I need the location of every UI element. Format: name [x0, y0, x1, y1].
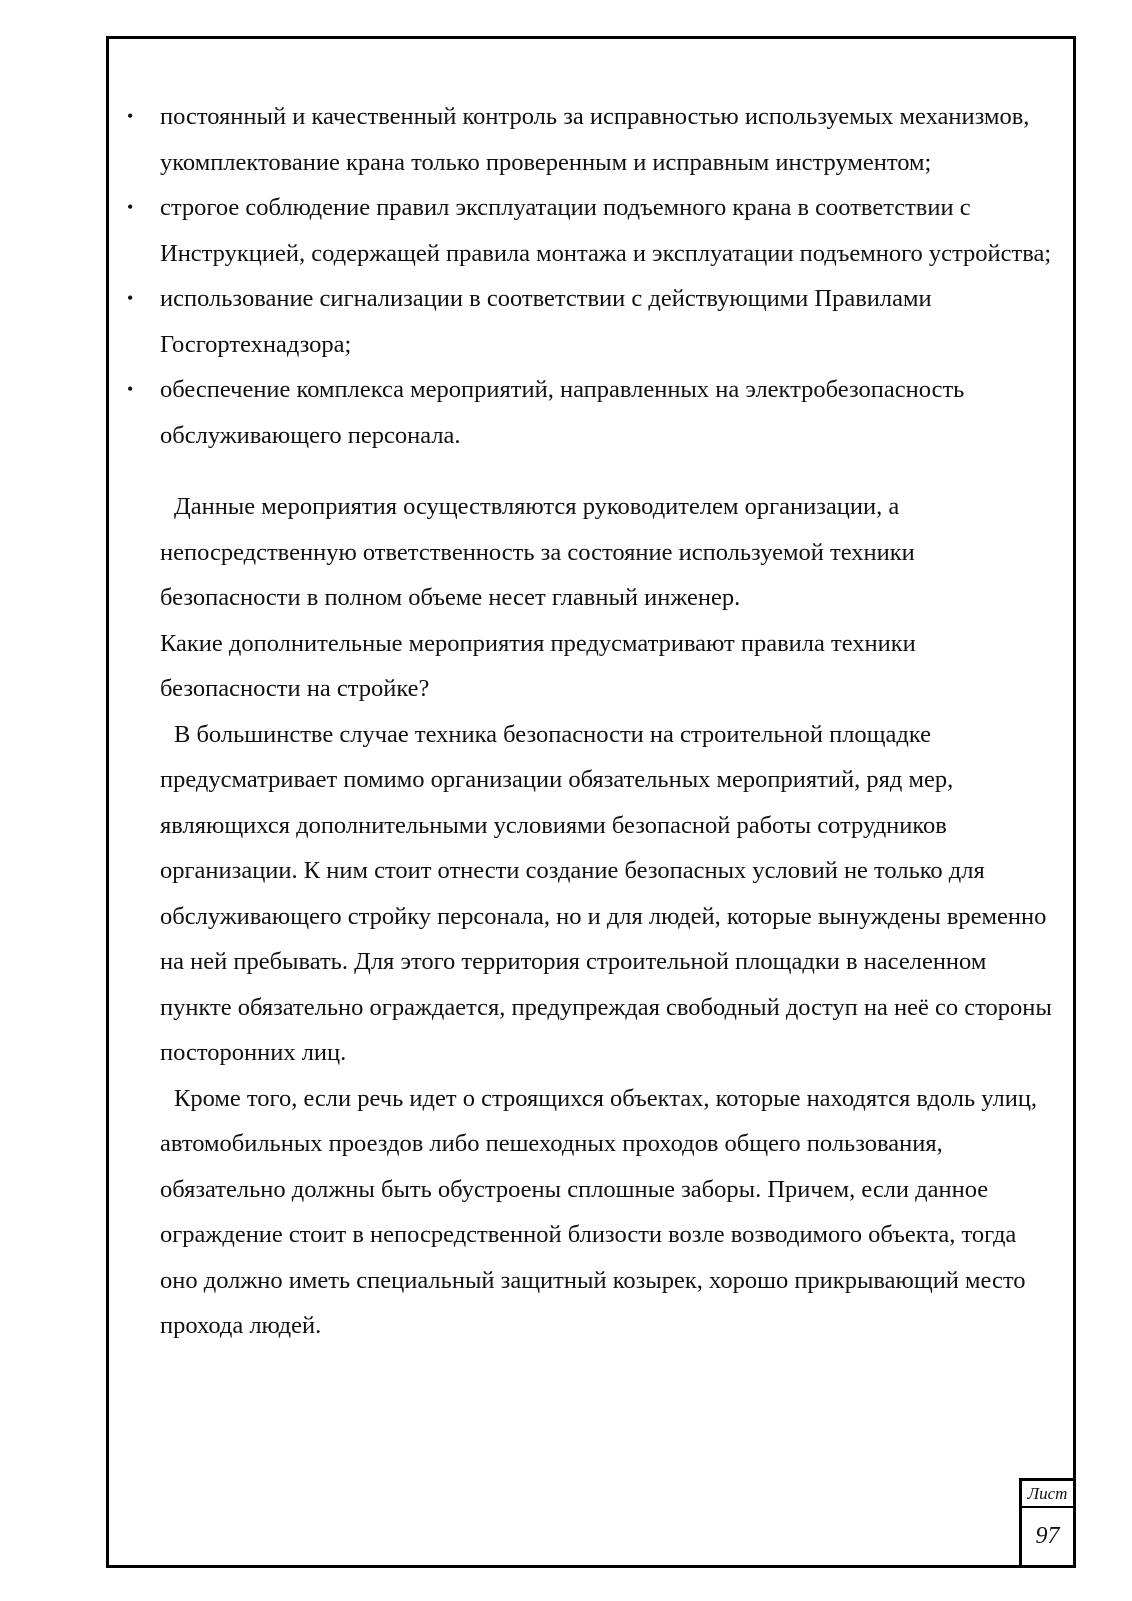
bullet-text: строгое соблюдение правил эксплуатации подъемного крана в соответствии с Инструкцией, содержащей правила монтажа и эксплуатации подъемного устройства; [160, 194, 1052, 267]
paragraph-question: Какие дополнительные мероприятия предусматривают правила техники безопасности на стройке? [160, 629, 916, 702]
sheet-label: Лист [1022, 1481, 1073, 1508]
paragraph-fences: Кроме того, если речь идет о строящихся объектах, которые находятся вдоль улиц, автомобильных проездов либо пешеходных проходов общего пользования, обязательно должны быть обустроены сплошные заборы. Причем, если данное ограждение стоит в непосредственной близости возле возводимого объекта, тогда оно должно иметь специальный защитный козырек, хорошо прикрывающий место прохода людей. [160, 1084, 1038, 1339]
list-item [127, 94, 1060, 185]
paragraph-additional-measures: В большинстве случае техника безопасности на строительной площадке предусматривает помимо организации обязательных мероприятий, ряд мер, являющихся дополнительными условиями безопасной работы сотрудников организации. К ним стоит отнести создание безопасных условий не только для обслуживающего стройку персонала, но и для людей, которые вынуждены временно на ней пребывать. Для этого территория строительной площадки в населенном пункте обязательно ограждается, предупреждая свободный доступ на неё со стороны посторонних лиц. [160, 720, 1052, 1066]
bullet-text: постоянный и качественный контроль за исправностью используемых механизмов, укомплектование крана только проверенным и исправным инструментом; [160, 103, 1030, 176]
bullet-text: использование сигнализации в соответствии с действующими Правилами Госгортехнадзора; [160, 285, 932, 358]
list-item [127, 185, 1060, 276]
bullet-dot-icon: • [127, 379, 134, 399]
paragraph-responsibility: Данные мероприятия осуществляются руководителем организации, а непосредственную ответственность за состояние используемой техники безопасности в полном объеме несет главный инженер. [160, 493, 915, 611]
bullet-dot-icon: • [127, 288, 134, 308]
sheet-stamp [1019, 1478, 1073, 1566]
bullet-text: обеспечение комплекса мероприятий, направленных на электробезопасность обслуживающего персонала. [160, 376, 965, 449]
section-gap [160, 458, 1060, 484]
list-item [127, 276, 1060, 367]
list-item [127, 367, 1060, 458]
page-body [127, 94, 1060, 1349]
sheet-number: 97 [1035, 1523, 1060, 1549]
bullet-dot-icon: • [127, 197, 134, 217]
bullet-list [127, 94, 1060, 458]
bullet-dot-icon: • [127, 106, 134, 126]
